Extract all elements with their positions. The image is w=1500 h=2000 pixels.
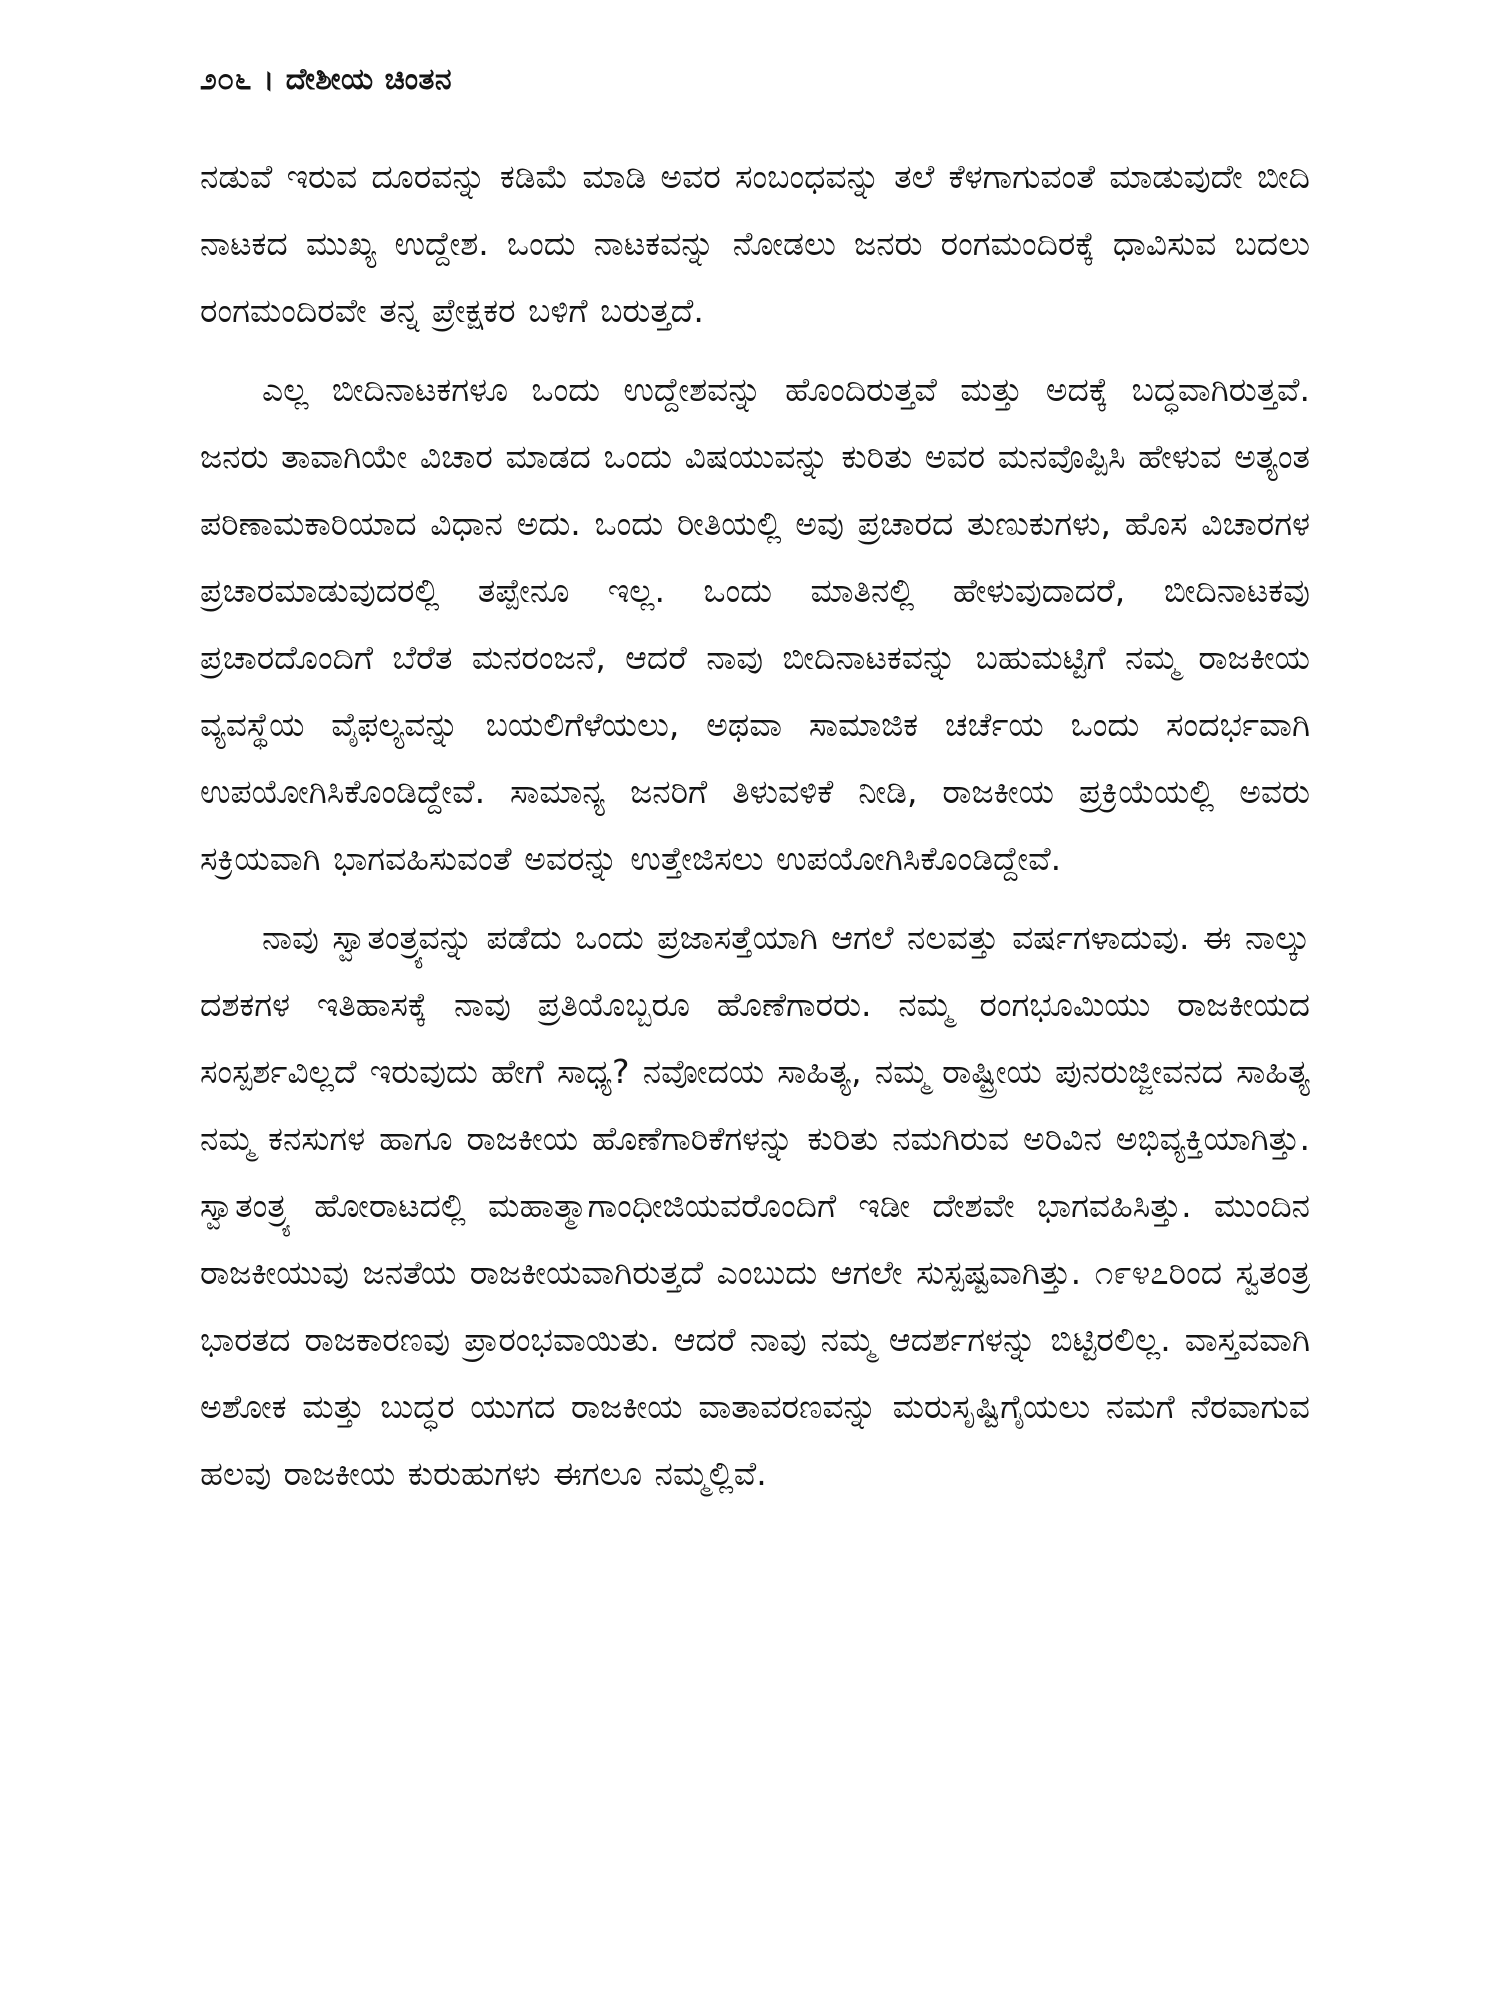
paragraph-1: ನಡುವೆ ಇರುವ ದೂರವನ್ನು ಕಡಿಮೆ ಮಾಡಿ ಅವರ ಸಂಬಂಧವನ್ನು ತಲೆ ಕೆಳಗಾಗುವಂತೆ ಮಾಡುವುದೇ ಬೀದಿ ನಾಟಕದ ಮುಖ್ಯ ಉದ್ದೇಶ. ಒಂದು ನಾಟಕವನ್ನು ನೋಡಲು ಜನರು ರಂಗಮಂದಿರಕ್ಕೆ ಧಾವಿಸುವ ಬದಲು ರಂಗಮಂದಿರವೇ ತನ್ನ ಪ್ರೇಕ್ಷಕರ ಬಳಿಗೆ ಬರುತ್ತದೆ.: [200, 157, 1310, 330]
running-head: ೨೦೬ । ದೇಶೀಯ ಚಿಂತನ: [200, 62, 453, 97]
body-text: [200, 143, 1310, 1507]
paragraph-2: ಎಲ್ಲ ಬೀದಿನಾಟಕಗಳೂ ಒಂದು ಉದ್ದೇಶವನ್ನು ಹೊಂದಿರುತ್ತವೆ ಮತ್ತು ಅದಕ್ಕೆ ಬದ್ಧವಾಗಿರುತ್ತವೆ. ಜನರು ತಾವಾಗಿಯೇ ವಿಚಾರ ಮಾಡದ ಒಂದು ವಿಷಯುವನ್ನು ಕುರಿತು ಅವರ ಮನವೊಪ್ಪಿಸಿ ಹೇಳುವ ಅತ್ಯಂತ ಪರಿಣಾಮಕಾರಿಯಾದ ವಿಧಾನ ಅದು. ಒಂದು ರೀತಿಯಲ್ಲಿ ಅವು ಪ್ರಚಾರದ ತುಣುಕುಗಳು, ಹೊಸ ವಿಚಾರಗಳ ಪ್ರಚಾರಮಾಡುವುದರಲ್ಲಿ ತಪ್ಪೇನೂ ಇಲ್ಲ. ಒಂದು ಮಾತಿನಲ್ಲಿ ಹೇಳುವುದಾದರೆ, ಬೀದಿನಾಟಕವು ಪ್ರಚಾರದೊಂದಿಗೆ ಬೆರೆತ ಮನರಂಜನೆ, ಆದರೆ ನಾವು ಬೀದಿನಾಟಕವನ್ನು ಬಹುಮಟ್ಟಿಗೆ ನಮ್ಮ ರಾಜಕೀಯ ವ್ಯವಸ್ಥೆಯ ವೈಫಲ್ಯವನ್ನು ಬಯಲಿಗೆಳೆಯಲು, ಅಥವಾ ಸಾಮಾಜಿಕ ಚರ್ಚೆಯ ಒಂದು ಸಂದರ್ಭವಾಗಿ ಉಪಯೋಗಿಸಿಕೊಂಡಿದ್ದೇವೆ. ಸಾಮಾನ್ಯ ಜನರಿಗೆ ತಿಳುವಳಿಕೆ ನೀಡಿ, ರಾಜಕೀಯ ಪ್ರಕ್ರಿಯೆಯಲ್ಲಿ ಅವರು ಸಕ್ರಿಯವಾಗಿ ಭಾಗವಹಿಸುವಂತೆ ಅವರನ್ನು ಉತ್ತೇಜಿಸಲು ಉಪಯೋಗಿಸಿಕೊಂಡಿದ್ದೇವೆ.: [200, 370, 1310, 878]
paragraph-3: ನಾವು ಸ್ವಾತಂತ್ರ್ಯವನ್ನು ಪಡೆದು ಒಂದು ಪ್ರಜಾಸತ್ತೆಯಾಗಿ ಆಗಲೆ ನಲವತ್ತು ವರ್ಷಗಳಾದುವು. ಈ ನಾಲ್ಕು ದಶಕಗಳ ಇತಿಹಾಸಕ್ಕೆ ನಾವು ಪ್ರತಿಯೊಬ್ಬರೂ ಹೊಣೆಗಾರರು. ನಮ್ಮ ರಂಗಭೂಮಿಯು ರಾಜಕೀಯದ ಸಂಸ್ಪರ್ಶವಿಲ್ಲದೆ ಇರುವುದು ಹೇಗೆ ಸಾಧ್ಯ? ನವೋದಯ ಸಾಹಿತ್ಯ, ನಮ್ಮ ರಾಷ್ಟ್ರೀಯ ಪುನರುಜ್ಜೀವನದ ಸಾಹಿತ್ಯ ನಮ್ಮ ಕನಸುಗಳ ಹಾಗೂ ರಾಜಕೀಯ ಹೊಣೆಗಾರಿಕೆಗಳನ್ನು ಕುರಿತು ನಮಗಿರುವ ಅರಿವಿನ ಅಭಿವ್ಯಕ್ತಿಯಾಗಿತ್ತು. ಸ್ವಾತಂತ್ರ್ಯ ಹೋರಾಟದಲ್ಲಿ ಮಹಾತ್ಮಾಗಾಂಧೀಜಿಯವರೊಂದಿಗೆ ಇಡೀ ದೇಶವೇ ಭಾಗವಹಿಸಿತ್ತು. ಮುಂದಿನ ರಾಜಕೀಯುವು ಜನತೆಯ ರಾಜಕೀಯವಾಗಿರುತ್ತದೆ ಎಂಬುದು ಆಗಲೇ ಸುಸ್ಪಷ್ಟವಾಗಿತ್ತು. ೧೯೪೭ರಿಂದ ಸ್ವತಂತ್ರ ಭಾರತದ ರಾಜಕಾರಣವು ಪ್ರಾರಂಭವಾಯಿತು. ಆದರೆ ನಾವು ನಮ್ಮ ಆದರ್ಶಗಳನ್ನು ಬಿಟ್ಟಿರಲಿಲ್ಲ. ವಾಸ್ತವವಾಗಿ ಅಶೋಕ ಮತ್ತು ಬುದ್ಧರ ಯುಗದ ರಾಜಕೀಯ ವಾತಾವರಣವನ್ನು ಮರುಸೃಷ್ಟಿಗೈಯಲು ನಮಗೆ ನೆರವಾಗುವ ಹಲವು ರಾಜಕೀಯ ಕುರುಹುಗಳು ಈಗಲೂ ನಮ್ಮಲ್ಲಿವೆ.: [200, 918, 1310, 1493]
